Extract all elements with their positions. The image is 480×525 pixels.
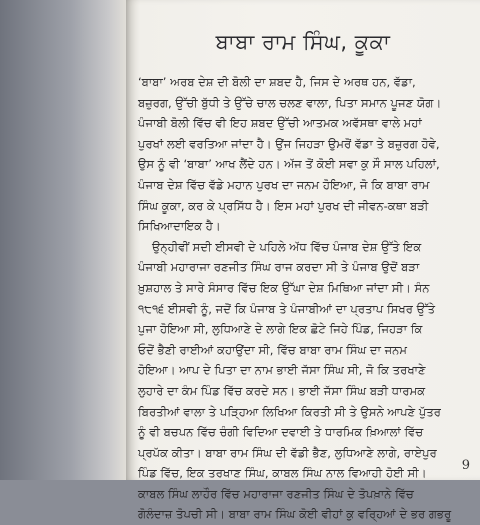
text-line: ੧੮੧੬ ਈਸਵੀ ਨੂੰ, ਜਦੋਂ ਕਿ ਪੰਜਾਬ ਤੇ ਪੰਜਾਬੀਆਂ ਦਾ ਪ੍ਰਤਾਪ ਸਿਖਰ ਉੱਤੇ [138, 301, 436, 316]
text-line: ਖ਼ੁਸ਼ਹਾਲ ਤੇ ਸਾਰੇ ਸੰਸਾਰ ਵਿੱਚ ਇਕ ਉੱਘਾ ਦੇਸ਼ ਮਿਥਿਆ ਜਾਂਦਾ ਸੀ। ਸੰਨ [138, 280, 430, 295]
text-line: ਉਨ੍ਹੀਵੀਂ ਸਦੀ ਈਸਵੀ ਦੇ ਪਹਿਲੇ ਅੱਧ ਵਿੱਚ ਪੰਜਾਬ ਦੇਸ਼ ਉੱਤੇ ਇਕ [152, 239, 422, 254]
text-line: ਉਸ ਨੂੰ ਵੀ ‘ਬਾਬਾ’ ਆਖ ਲੈਂਦੇ ਹਨ। ਅੱਜ ਤੋਂ ਕੋਈ ਸਵਾ ਕੁ ਸੌ ਸਾਲ ਪਹਿਲਾਂ, [138, 157, 440, 172]
text-line: ਗੋਲੰਦਾਜ਼ ਤੋਪਚੀ ਸੀ। ਬਾਬਾ ਰਾਮ ਸਿੰਘ ਕੋਈ ਵੀਹਾਂ ਕੁ ਵਰ੍ਹਿਆਂ ਦੇ ਭਰ ਗਭਰੂ [138, 507, 452, 522]
book-page [126, 0, 480, 522]
text-line: ਲੁਹਾਰੇ ਦਾ ਕੰਮ ਪਿੰਡ ਵਿੱਚ ਕਰਦੇ ਸਨ। ਭਾਈ ਜੱਸਾ ਸਿੰਘ ਬੜੀ ਧਾਰਮਕ [138, 383, 426, 398]
text-line: ਪੰਜਾਬੀ ਮਹਾਰਾਜਾ ਰਣਜੀਤ ਸਿੰਘ ਰਾਜ ਕਰਦਾ ਸੀ ਤੇ ਪੰਜਾਬ ਉਦੋਂ ਬੜਾ [138, 260, 420, 275]
chapter-title: ਬਾਬਾ ਰਾਮ ਸਿੰਘ, ਕੂਕਾ [215, 30, 391, 54]
text-line: ਸਿੰਘ ਕੂਕਾ, ਕਰ ਕੇ ਪ੍ਰਸਿੱਧ ਹੈ। ਇਸ ਮਹਾਂ ਪੁਰਖ ਦੀ ਜੀਵਨ-ਕਥਾ ਬੜੀ [138, 198, 429, 213]
text-line: ਨੂੰ ਵੀ ਬਚਪਨ ਵਿੱਚ ਚੰਗੀ ਵਿਦਿਆ ਦਵਾਈ ਤੇ ਧਾਰਮਿਕ ਖ਼ਿਆਲਾਂ ਵਿੱਚ [138, 425, 424, 440]
text-line: ਬਿਰਤੀਆਂ ਵਾਲਾ ਤੇ ਪੜ੍ਹਿਆ ਲਿਖਿਆ ਕਿਰਤੀ ਸੀ ਤੇ ਉਸਨੇ ਆਪਣੇ ਪੁੱਤਰ [138, 404, 441, 419]
text-line: ਪ੍ਰਪੱਕ ਕੀਤਾ। ਬਾਬਾ ਰਾਮ ਸਿੰਘ ਦੀ ਵੱਡੀ ਭੈਣ, ਲੁਧਿਆਣੇ ਲਾਗੇ, ਰਾਏਪੁਰ [138, 445, 437, 460]
text-line: ਪਿੰਡ ਵਿੱਚ, ਇਕ ਤਰਖਾਣ ਸਿੰਘ, ਕਾਬਲ ਸਿੰਘ ਨਾਲ ਵਿਆਹੀ ਹੋਈ ਸੀ। [138, 466, 427, 481]
text-line: ਹੋਇਆ। ਆਪ ਦੇ ਪਿਤਾ ਦਾ ਨਾਮ ਭਾਈ ਜੱਸਾ ਸਿੰਘ ਸੀ, ਜੋ ਕਿ ਤਰਖਾਣੇ [138, 363, 426, 378]
text-line: ‘ਬਾਬਾ’ ਅਰਬ ਦੇਸ਼ ਦੀ ਬੋਲੀ ਦਾ ਸ਼ਬਦ ਹੈ, ਜਿਸ ਦੇ ਅਰਥ ਹਨ, ਵੱਡਾ, [138, 75, 416, 89]
text-line: ਪੰਜਾਬ ਦੇਸ਼ ਵਿੱਚ ਵੱਡੇ ਮਹਾਨ ਪੁਰਖ ਦਾ ਜਨਮ ਹੋਇਆ, ਜੋ ਕਿ ਬਾਬਾ ਰਾਮ [138, 177, 430, 192]
page-number: 9 [461, 458, 470, 473]
text-line: ਪੰਜਾਬੀ ਬੋਲੀ ਵਿੱਚ ਵੀ ਇਹ ਸ਼ਬਦ ਉੱਚੀ ਆਤਮਕ ਅਵੱਸਥਾ ਵਾਲੇ ਮਹਾਂ [138, 116, 422, 131]
facing-page-edge [0, 0, 128, 480]
text-line: ਕਾਬਲ ਸਿੰਘ ਲਾਹੌਰ ਵਿੱਚ ਮਹਾਰਾਜਾ ਰਣਜੀਤ ਸਿੰਘ ਦੇ ਤੋਪਖ਼ਾਨੇ ਵਿੱਚ [138, 486, 414, 501]
text-line: ਪੁਰਖਾਂ ਲਈ ਵਰਤਿਆ ਜਾਂਦਾ ਹੈ। ਉਂਜ ਜਿਹੜਾ ਉਮਰੋਂ ਵੱਡਾ ਤੇ ਬਜ਼ੁਰਗ ਹੋਵੇ, [138, 136, 440, 151]
text-line: ਬਜ਼ੁਰਗ, ਉੱਚੀ ਬੁੱਧੀ ਤੇ ਉੱਚੇ ਚਾਲ ਚਲਣ ਵਾਲਾ, ਪਿਤਾ ਸਮਾਨ ਪੂਜਣ ਯੋਗ। [138, 95, 442, 110]
text-line: ਸਿਖਿਆਦਾਇਕ ਹੈ। [138, 219, 221, 234]
text-line: ਪੁਜਾ ਹੋਇਆ ਸੀ, ਲੁਧਿਆਣੇ ਦੇ ਲਾਗੇ ਇਕ ਛੋਟੇ ਜਿਹੇ ਪਿੰਡ, ਜਿਹੜਾ ਕਿ [138, 322, 423, 337]
text-line: ਓਦੋਂ ਭੈਣੀ ਰਾਈਆਂ ਕਹਾਉਂਦਾ ਸੀ, ਵਿੱਚ ਬਾਬਾ ਰਾਮ ਸਿੰਘ ਦਾ ਜਨਮ [138, 342, 408, 357]
body-text [138, 72, 478, 525]
